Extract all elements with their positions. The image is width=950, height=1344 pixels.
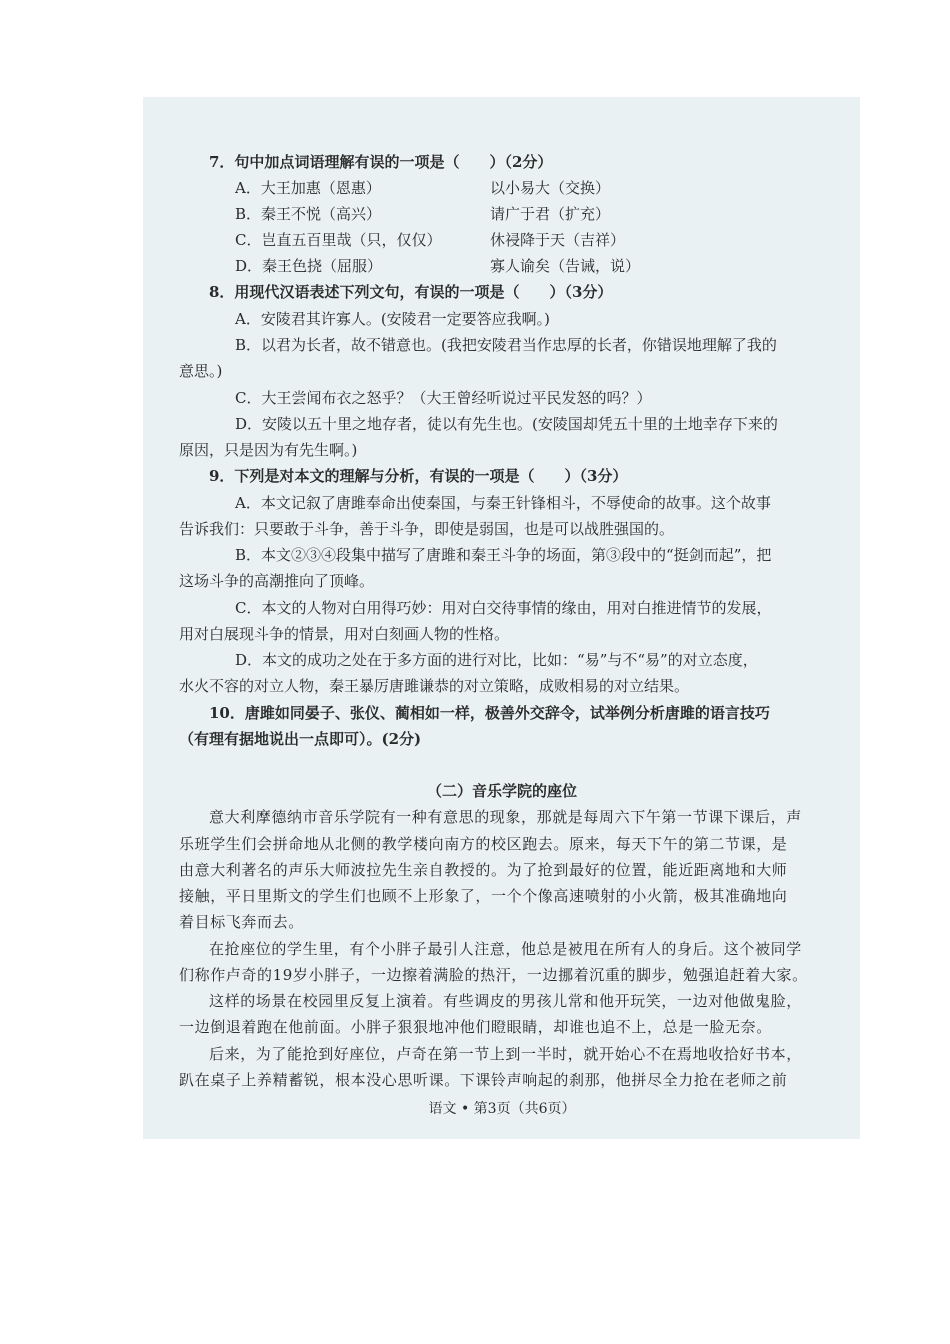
q8-option-d: D．安陵以五十里之地存者，徒以有先生也。(安陵国却凭五十里的土地幸存下来的 — [235, 415, 778, 433]
q9-option-a-cont: 告诉我们：只要敢于斗争，善于斗争，即使是弱国，也是可以战胜强国的。 — [179, 520, 675, 538]
paragraph-line: 由意大利著名的声乐大师波拉先生亲自教授的。为了抢到最好的位置，能近距离地和大师 — [179, 861, 788, 879]
q9-option-c: C．本文的人物对白用得巧妙：用对白交待事情的缘由，用对白推进情节的发展， — [235, 599, 772, 617]
paragraph-line: 在抢座位的学生里，有个小胖子最引人注意，他总是被甩在所有人的身后。这个被同学 — [209, 940, 802, 958]
paragraph-line: 接触，平日里斯文的学生们也顾不上形象了，一个个像高速喷射的小火箭，极其准确地向 — [179, 887, 788, 905]
q7-option-a-right: 以小易大（交换） — [490, 179, 611, 197]
q7-option-d-left: D．秦王色挠（屈服） — [235, 257, 383, 275]
paragraph-line: 趴在桌子上养精蓄锐，根本没心思听课。下课铃声响起的刹那，他拼尽全力抢在老师之前 — [179, 1071, 788, 1089]
q7-option-c-right: 休祲降于天（吉祥） — [490, 231, 626, 249]
q9-option-c-cont: 用对白展现斗争的情景，用对白刻画人物的性格。 — [179, 625, 510, 643]
q9-stem: 9．下列是对本文的理解与分析，有误的一项是（ ）（3分） — [209, 467, 628, 485]
section-title: （二）音乐学院的座位 — [426, 782, 577, 800]
q9-option-a: A．本文记叙了唐雎奉命出使秦国，与秦王针锋相斗，不辱使命的故事。这个故事 — [235, 494, 771, 512]
q7-option-a-left: A．大王加惠（恩惠） — [235, 179, 381, 197]
q8-option-d-cont: 原因，只是因为有先生啊。) — [179, 441, 358, 459]
q9-option-d-cont: 水火不容的对立人物，秦王暴厉唐雎谦恭的对立策略，成败相易的对立结果。 — [179, 677, 690, 695]
paragraph-line: 后来，为了能抢到好座位，卢奇在第一节上到一半时，就开始心不在焉地收拾好书本， — [209, 1045, 802, 1063]
page-footer: 语文 • 第3页（共6页） — [428, 1101, 576, 1117]
paragraph-line: 一边倒退着跑在他前面。小胖子狠狠地冲他们瞪眼睛，却谁也追不上，总是一脸无奈。 — [179, 1018, 772, 1036]
q7-option-d-right: 寡人谕矣（告诫，说） — [490, 257, 641, 275]
paragraph-line: 意大利摩德纳市音乐学院有一种有意思的现象，那就是每周六下午第一节课下课后，声 — [209, 808, 802, 826]
q9-option-b: B．本文②③④段集中描写了唐雎和秦王斗争的场面，第③段中的“挺剑而起”，把 — [235, 546, 772, 564]
paragraph-line: 着目标飞奔而去。 — [179, 913, 304, 931]
q7-option-b-left: B．秦王不悦（高兴） — [235, 205, 382, 223]
q7-option-b-right: 请广于君（扩充） — [490, 205, 611, 223]
q10-stem: 10．唐雎如同晏子、张仪、蔺相如一样，极善外交辞令，试举例分析唐雎的语言技巧 — [209, 704, 770, 722]
q10-stem-cont: （有理有据地说出一点即可）。(2分) — [179, 730, 422, 748]
q8-option-b-cont: 意思。) — [179, 362, 223, 380]
q9-option-d: D．本文的成功之处在于多方面的进行对比，比如：“易”与不“易”的对立态度， — [235, 651, 758, 669]
q8-option-a: A．安陵君其许寡人。(安陵君一定要答应我啊。) — [235, 310, 551, 328]
q8-option-b: B．以君为长者，故不错意也。(我把安陵君当作忠厚的长者，你错误地理解了我的 — [235, 336, 777, 354]
q7-option-c-left: C．岂直五百里哉（只，仅仅） — [235, 231, 442, 249]
q8-option-c: C．大王尝闻布衣之怒乎？（大王曾经听说过平民发怒的吗？） — [235, 389, 652, 407]
q7-stem: 7．句中加点词语理解有误的一项是（ ）（2分） — [209, 153, 553, 171]
q9-option-b-cont: 这场斗争的高潮推向了顶峰。 — [179, 572, 375, 590]
q8-stem: 8．用现代汉语表述下列文句，有误的一项是（ ）（3分） — [209, 283, 613, 301]
paragraph-line: 乐班学生们会拼命地从北侧的教学楼向南方的校区跑去。原来，每天下午的第二节课，是 — [179, 835, 788, 853]
paragraph-line: 这样的场景在校园里反复上演着。有些调皮的男孩儿常和他开玩笑，一边对他做鬼脸， — [209, 992, 802, 1010]
paragraph-line: 们称作卢奇的19岁小胖子，一边擦着满脸的热汗，一边挪着沉重的脚步，勉强追赶着大家。 — [179, 966, 808, 984]
